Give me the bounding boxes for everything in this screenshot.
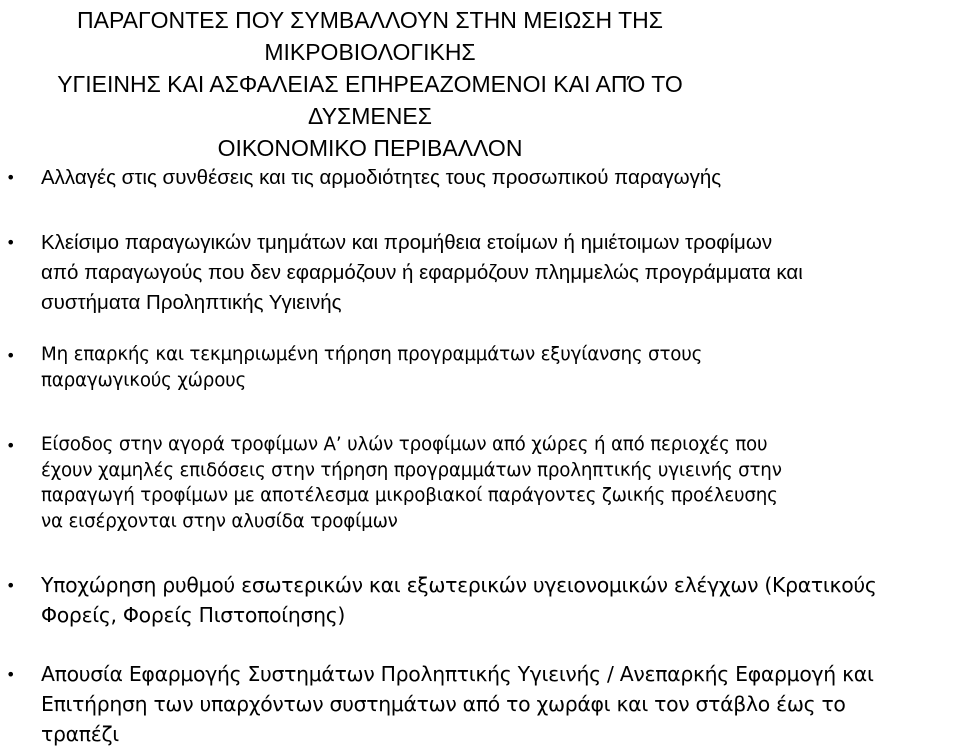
bullet-text: Αλλαγές στις συνθέσεις και τις αρμοδιότητες τους προσωπικού παραγωγής bbox=[41, 166, 722, 189]
bullet-dot-icon: • bbox=[6, 576, 16, 595]
bullet-text: Είσοδος στην αγορά τροφίμων Α’ υλών τροφίμων από χώρες ή από περιοχές που έχουν χαμηλές επιδόσεις στην τήρηση προγραμμάτων προληπτικής υγιεινής στην παραγωγή τροφίμων με αποτέλεσμα μικροβιακοί παράγοντες ζωικής προέλευσης να εισέρχονται στην αλυσίδα τροφίμων bbox=[41, 434, 782, 532]
bullet-dot-icon: • bbox=[6, 665, 16, 684]
bullet-text: Μη επαρκής και τεκμηριωμένη τήρηση προγραμμάτων εξυγίανσης στους παραγωγικούς χώρους bbox=[41, 344, 703, 391]
slide-title: ΠΑΡΑΓΟΝΤΕΣ ΠΟΥ ΣΥΜΒΑΛΛΟΥΝ ΣΤΗΝ ΜΕΙΩΣΗ ΤΗΣ ΜΙΚΡΟΒΙΟΛΟΓΙΚΗΣ ΥΓΙΕΙΝΗΣ ΚΑΙ ΑΣΦΑΛΕΙΑΣ ΕΠΗΡΕΑΖΟΜΕΝΟΙ ΚΑΙ ΑΠΌ ΤΟ ΔΥΣΜΕΝΕΣ ΟΙΚΟΝΟΜΙΚΟ ΠΕΡΙΒΑΛΛΟΝ bbox=[57, 7, 683, 161]
bullet-dot-icon: • bbox=[6, 233, 16, 252]
bullet-text: Απουσία Εφαρμογής Συστημάτων Προληπτικής Υγιεινής / Ανεπαρκής Εφαρμογή και Επιτήρηση των υπαρχόντων συστημάτων από το χωράφι και τον στάβλο έως το τραπέζι bbox=[41, 662, 874, 746]
bullet-text: Κλείσιμο παραγωγικών τμημάτων και προμήθεια ετοίμων ή ημιέτοιμων τροφίμων από παραγωγούς που δεν εφαρμόζουν ή εφαρμόζουν πλημμελώς προγράμματα και συστήματα Προληπτικής Υγιεινής bbox=[41, 231, 803, 314]
bullet-dot-icon: • bbox=[6, 346, 16, 365]
bullet-dot-icon: • bbox=[6, 168, 16, 187]
bullet-dot-icon: • bbox=[6, 436, 16, 455]
bullet-text: Υποχώρηση ρυθμού εσωτερικών και εξωτερικών υγειονομικών ελέγχων (Κρατικούς Φορείς, Φορείς Πιστοποίησης) bbox=[41, 573, 877, 627]
